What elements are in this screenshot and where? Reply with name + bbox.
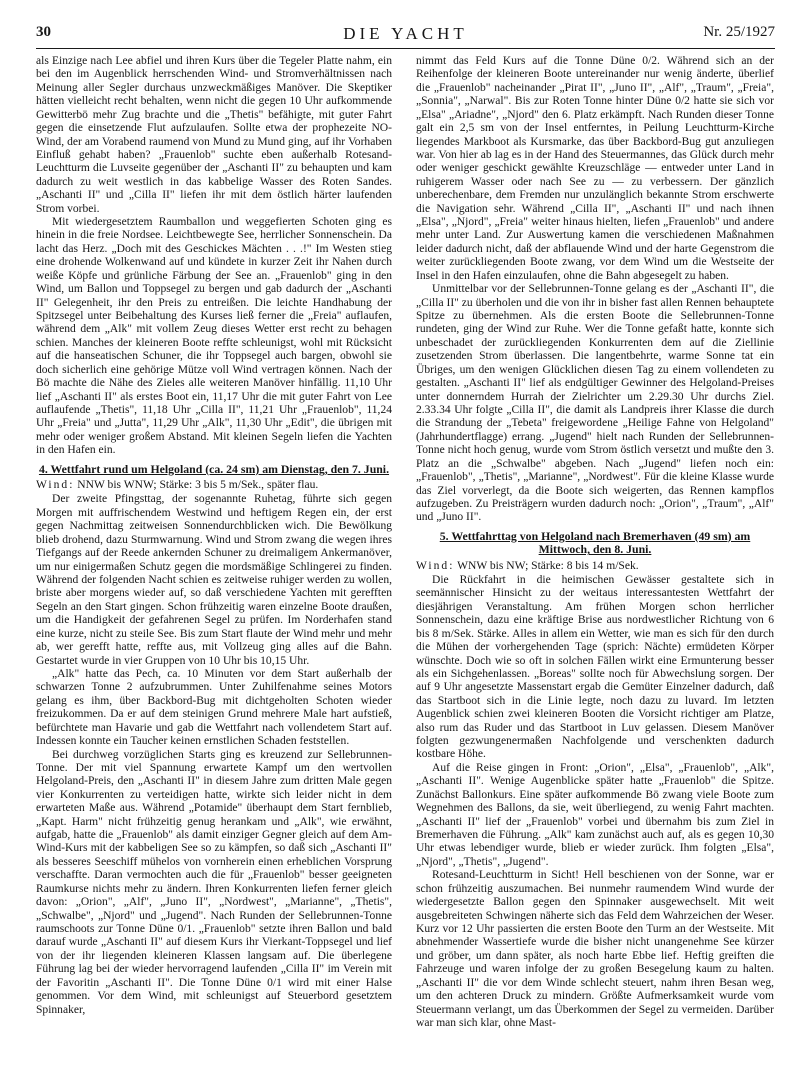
paragraph: als Einzige nach Lee abfiel und ihren Kurs über die Tegeler Platte nahm, ein bei den im Augenblick herrschenden Wind- und Stromverhältnissen nach Meinung aller Segler durchaus unzweckmäßiges Manöver. Die Skeptiker hätten vielleicht recht behalten, wenn nicht die gegen 10 Uhr aufkommende Gewitterbö mehr Zug brachte und die „Thetis" befähigte, mit guter Fahrt gegen die einsetzende Flut aufzulaufen. Sollte etwa der prophezeite NO-Wind, der am Vorabend raumend von Mund zu Mund ging, auf ihr Vorhaben Einfluß gehabt haben? „Frauenlob" suchte eben außerhalb Rotesand-Leuchtturm die Luvseite gegenüber der „Aschanti II" zu behaupten und kam dadurch zu weit westlich in das kabbelige Wasser des Roten Sandes. „Aschanti II" und „Cilla II" liefen ihr mit dem östlich härter laufenden Strom vorbei.: [36, 55, 392, 215]
paragraph: „Alk" hatte das Pech, ca. 10 Minuten vor dem Start außerhalb der schwarzen Tonne 2 aufzubrummen. Unter Zuhilfenahme seines Motors gelang es ihm, über Backbord-Bug mit dichtgeholten Schoten wieder freizukommen. Da er auf dem steinigen Grund mehrere Male hart aufstieß, befürchtete man Havarie und gab die Wettfahrt nach vollendetem Start auf. Indessen konnte ein Taucher keinen ernstlichen Schaden feststellen.: [36, 667, 392, 748]
wind-line: [36, 479, 392, 492]
magazine-title: DIE YACHT: [343, 24, 468, 43]
paragraph: Der zweite Pfingsttag, der sogenannte Ruhetag, führte sich gegen Morgen mit auffrischendem Westwind und heftigem Regen ein, der erst gegen Nachmittag zeitweisen Sonnendurchblicken wich. Die Bewölkung blieb drohend, dazu Sturmwarnung. Wind und Strom zwang die wegen ihres Tiefgangs auf der Reede ankernden Schuner zu dreimaligem Ankermanöver, um nur einigermaßen Schutz gegen die mordsmäßige Schlingerei zu finden. Während der folgenden Nacht schien es zeitweise ruhiger werden zu wollen, briste aber morgens wieder auf, so daß verschiedene Yachten mit gerefften Segeln an den Start gingen. Schon frühzeitig waren einzelne Boote draußen, um die Handigkeit der gefahrenen Segel zu prüfen. Im Norderhafen stand eine kurze, nicht zu steile See. Bis zum Start flaute der Wind mehr und mehr ab, wer gerefft hatte, reffte aus, mit Vollzeug ging alles auf die Bahn. Gestartet wurde in vier Gruppen von 10 Uhr bis 10,15 Uhr.: [36, 493, 392, 667]
section-heading: 4. Wettfahrt rund um Helgoland (ca. 24 sm) am Dienstag, den 7. Juni.: [38, 461, 390, 476]
wind-text: WNW bis NW; Stärke: 8 bis 14 m/Sek.: [457, 559, 639, 572]
paragraph: Die Rückfahrt in die heimischen Gewässer gestaltete sich in seemännischer Hinsicht zu der weitaus interessantesten Wettfahrt der diesjährigen Veranstaltung. Am frühen Morgen schon herrlicher Sonnenschein, dazu eine kräftige Brise aus nordwestlicher Richtung von 6 bis 8 m/Sek. Stärke. Alles in allem ein Wetter, wie man es sich für den durch die Mühen der vorhergehenden Tage (sprich: Nächte) ermüdeten Körper wünschte. Doch wie so oft in solchen Fällen wirkt eine Ermunterung besser als ein Sichgehenlassen. „Boreas" sollte noch für Abwechslung sorgen. Der auf 9 Uhr angesetzte Massenstart ergab die Gemüter Einzelner dadurch, daß das Startboot sich in die Linie legte, noch dazu zu luvard. Im letzten Augenblick schien zwei kleineren Booten die Vorsicht richtiger am Platze, also rum das Ruder und das Startboot in Luv gelassen. Diesem Manöver folgten gezwungenermaßen Nachfolgende und verschenkten dadurch kostbare Höhe.: [416, 574, 774, 761]
wind-text: NNW bis WNW; Stärke: 3 bis 5 m/Sek., später flau.: [77, 479, 319, 492]
paragraph: nimmt das Feld Kurs auf die Tonne Düne 0/2. Während sich an der Reihenfolge der kleineren Boote untereinander nur wenig änderte, überlief die „Frauenlob" nacheinander „Pirat II", „Juno II", „Alf", „Traum", „Freia", „Sonnia", „Narwal". Bis zur Roten Tonne hinter Düne 0/2 hatte sie sich vor „Elsa" „Ariadne", „Njord" den 6. Platz erkämpft. Nach Runden dieser Tonne galt ein 2,5 sm von der Insel entferntes, in Peilung Leuchtturm-Kirche liegendes Markboot als Kursmarke, das über Backbord-Bug gut anzuliegen war. Von hier ab lag es in der Hand des Steuermannes, das Glück durch mehr oder weniger geschickt gewählte Kreuzschläge — entweder unter Land in ruhigerem Wasser oder nach See zu — zu verbessern. Der gänzlich unberechenbare, dem Fremden nur unzulänglich bekannte Strom erschwerte die Navigation sehr. Während „Cilla II", „Aschanti II" und nach ihnen „Elsa", „Njord", „Freia" weiter hinaus hielten, liefen „Frauenlob" und andere mehr unter Land. Zur Auswertung kamen die verschiedenen Maßnahmen leider dadurch nicht, daß der abflauende Wind und der harte Gegenstrom die weiter zurückliegenden Boote zwang, vor dem Wind um die Westseite der Insel in den Hafen einzulaufen, ohne die Bahn abgesegelt zu haben.: [416, 55, 774, 282]
paragraph: Rotesand-Leuchtturm in Sicht! Hell beschienen von der Sonne, war er schon frühzeitig auszumachen. Bei nunmehr raumendem Wind wurde der wiedergesetzte Ballon gegen den Spinnaker ausgewechselt. Mit weit ausgebreiteten Schwingen näherte sich das Feld dem Wahrzeichen der Weser. Kurz vor 12 Uhr passierten die ersten Boote den Turm an der Westseite. Mit abnehmender Wassertiefe wurde die bisher nicht unangenehme See kürzer und gröber, um dann später, als noch harte Ebbe lief. Heftig greiften die Fahrzeuge und waren infolge der zu großen Besegelung kaum zu halten. „Aschanti II" die vor dem Winde schlecht steuert, nahm ihren Besan weg, um den achteren Druck zu mindern. Größte Aufmerksamkeit wurde vom Steuermann verlangt, um das Überkommen der Segel zu vermeiden. Darüber war man sich klar, ohne Mast-: [416, 869, 774, 1029]
paragraph: Bei durchweg vorzüglichen Starts ging es kreuzend zur Sellebrunnen-Tonne. Der mit viel Spannung erwartete Kampf um den wertvollen Helgoland-Preis, den „Aschanti II" in diesem Jahre zum dritten Male gegen vier Konkurrenten zu verteidigen hatte, wirkte sich leider nicht in dem erwarteten Maße aus. Während „Potamide" überhaupt dem Start fernblieb, „Kapt. Harm" nicht frühzeitig genug herankam und „Alk", wie erwähnt, aufgab, hatte die „Frauenlob" als damit einziger Gegner gleich auf dem Am-Wind-Kurs mit der kabbeligen See so zu kämpfen, so daß sich „Aschanti II" als besseres Seeschiff mühelos von vornherein einen erheblichen Vorsprung verschaffte. Daran vermochten auch die für „Frauenlob" besser geeigneten Raumkurse nichts mehr zu ändern. Ihren Konkurrenten liefen ferner gleich davon: „Orion", „Alf", „Juno II", „Nordwest", „Marianne", „Thetis", „Schwalbe", „Njord" und „Jugend". Nach Runden der Sellebrunnen-Tonne raumschoots zur Tonne Düne 0/1. „Frauenlob" setzte ihren Ballon und bald darauf wurde „Aschanti II" auf diesem Kurs ihr Vierkant-Toppsegel und lief von der ihr liegenden kleineren Klassen langsam auf. Die überlegene Führung lag bei der wieder hervorragend laufenden „Cilla II" im Verein mit der Favoritin „Aschanti II". Die Tonne Düne 0/1 wird mit einer Halse genommen. Vor dem Wind, mit schleunigst auf Steuerbord gesetztem Spinnaker,: [36, 748, 392, 1016]
header-rule: [36, 48, 775, 49]
right-column: [416, 55, 774, 1030]
left-column: [36, 55, 392, 1017]
wind-label: Wind:: [36, 479, 75, 492]
wind-label: Wind:: [416, 559, 455, 572]
page-header: [36, 24, 775, 50]
page-number: 30: [36, 24, 51, 40]
paragraph: Unmittelbar vor der Sellebrunnen-Tonne gelang es der „Aschanti II", die „Cilla II" zu überholen und die von ihr in bisher fast allen Rennen behauptete Spitze zu übernehmen. Als die ersten Boote die Sellebrunnen-Tonne rundeten, ging der Wind zur Ruhe. Wer die Tonne gefaßt hatte, konnte sich unbeschadet der zurückliegenden Konkurrenten dem auf die Ziellinie zusetzenden Strom überlassen. Die langentbehrte, warme Sonne tat ein Übriges, um den wenigen Glücklichen diesen Tag zu einem vollendeten zu gestalten. „Aschanti II" lief als endgültiger Gewinner des Helgoland-Preises unter donnerndem Hurrah der Zielrichter um 2.29.30 Uhr durchs Ziel. 2.33.34 Uhr folgte „Cilla II", die damit als Landpreis ihrer Klasse die durch die Strandung der „Tebeta" freigewordene „Heilige Fahne von Helgoland" (Jahrhundertflagge) errang. „Jugend" hielt nach Runden der Sellebrunnen-Tonne nicht hoch genug, wurde vom Strom östlich versetzt und mußte den 3. Platz an die „Schwalbe" abgeben. Nach „Jugend" liefen noch ein: „Frauenlob", „Thetis", „Marianne", „Nordwest". Für die kleine Klasse wurde das Ziel vorverlegt, da die Boote sich weigerten, das Rennen kampflos aufzugeben. Zu Preisträgern wurden dadurch noch: „Orion", „Traum", „Alf" und „Juno II".: [416, 283, 774, 524]
issue-number: Nr. 25/1927: [703, 24, 775, 40]
wind-line: [416, 560, 774, 573]
section-heading: 5. Wettfahrttag von Helgoland nach Bremerhaven (49 sm) am Mittwoch, den 8. Juni.: [439, 528, 751, 557]
paragraph: Auf die Reise gingen in Front: „Orion", „Elsa", „Frauenlob", „Alk", „Aschanti II". Wenige Augenblicke später hatte „Frauenlob" die Spitze. Zunächst Ballonkurs. Eine später aufkommende Bö zwang viele Boote zum Wegnehmen des Ballons, da sie, weit überliegend, zu wenig Fahrt machten. „Aschanti II" lief der „Frauenlob" vorbei und übernahm bis zum Ziel in Bremerhaven die Führung. „Alk" kam zunächst auch auf, als es gegen 10,30 Uhr etwas lebendiger wurde, blieb er wieder zurück. Ihm folgten „Elsa", „Njord", „Thetis", „Jugend".: [416, 761, 774, 868]
paragraph: Mit wiedergesetztem Raumballon und weggefierten Schoten ging es hinein in die freie Nordsee. Leichtbewegte See, herrlicher Sonnenschein. Da lacht das Herz. „Doch mit des Geschickes Mächten . . .!" Im Westen stieg eine drohende Wolkenwand auf und kündete in kurzer Zeit ihr Nahen durch weiße Köpfe und grünliche Färbung der See an. „Frauenlob" ging in den Wind, um Ballon und Toppsegel zu bergen und gab dadurch der „Aschanti II" Gelegenheit, ihr den Preis zu entreißen. Die leichte Handhabung der Spitzsegel unter Beibehaltung des Kurses ließ ferner die „Freia" auflaufen, während dem „Alk" mit vollem Zeug dieses Wetter erst recht zu behagen schien. Manches der kleineren Boote reffte schleunigst, wohl mit Rücksicht auf die hanseatischen Schuner, die ihr Toppsegel auch bargen, obwohl sie doch sicherlich eine gehörige Mütze voll Wind vertragen können. Nach der Bö machte die Nähe des Zieles alle weiteren Manöver hinfällig. 11,10 Uhr lief „Aschanti II" als erstes Boot ein, 11,17 Uhr die mit guter Fahrt von Lee auflaufende „Thetis", 11,18 Uhr „Cilla II", 11,21 Uhr „Frauenlob", 11,24 Uhr „Freia" und „Jutta", 11,29 Uhr „Alk", 11,30 Uhr „Edit", die übrigen mit mehr oder weniger großem Abstand. Mit kleinen Segeln liefen die Yachten in den Hafen ein.: [36, 216, 392, 457]
